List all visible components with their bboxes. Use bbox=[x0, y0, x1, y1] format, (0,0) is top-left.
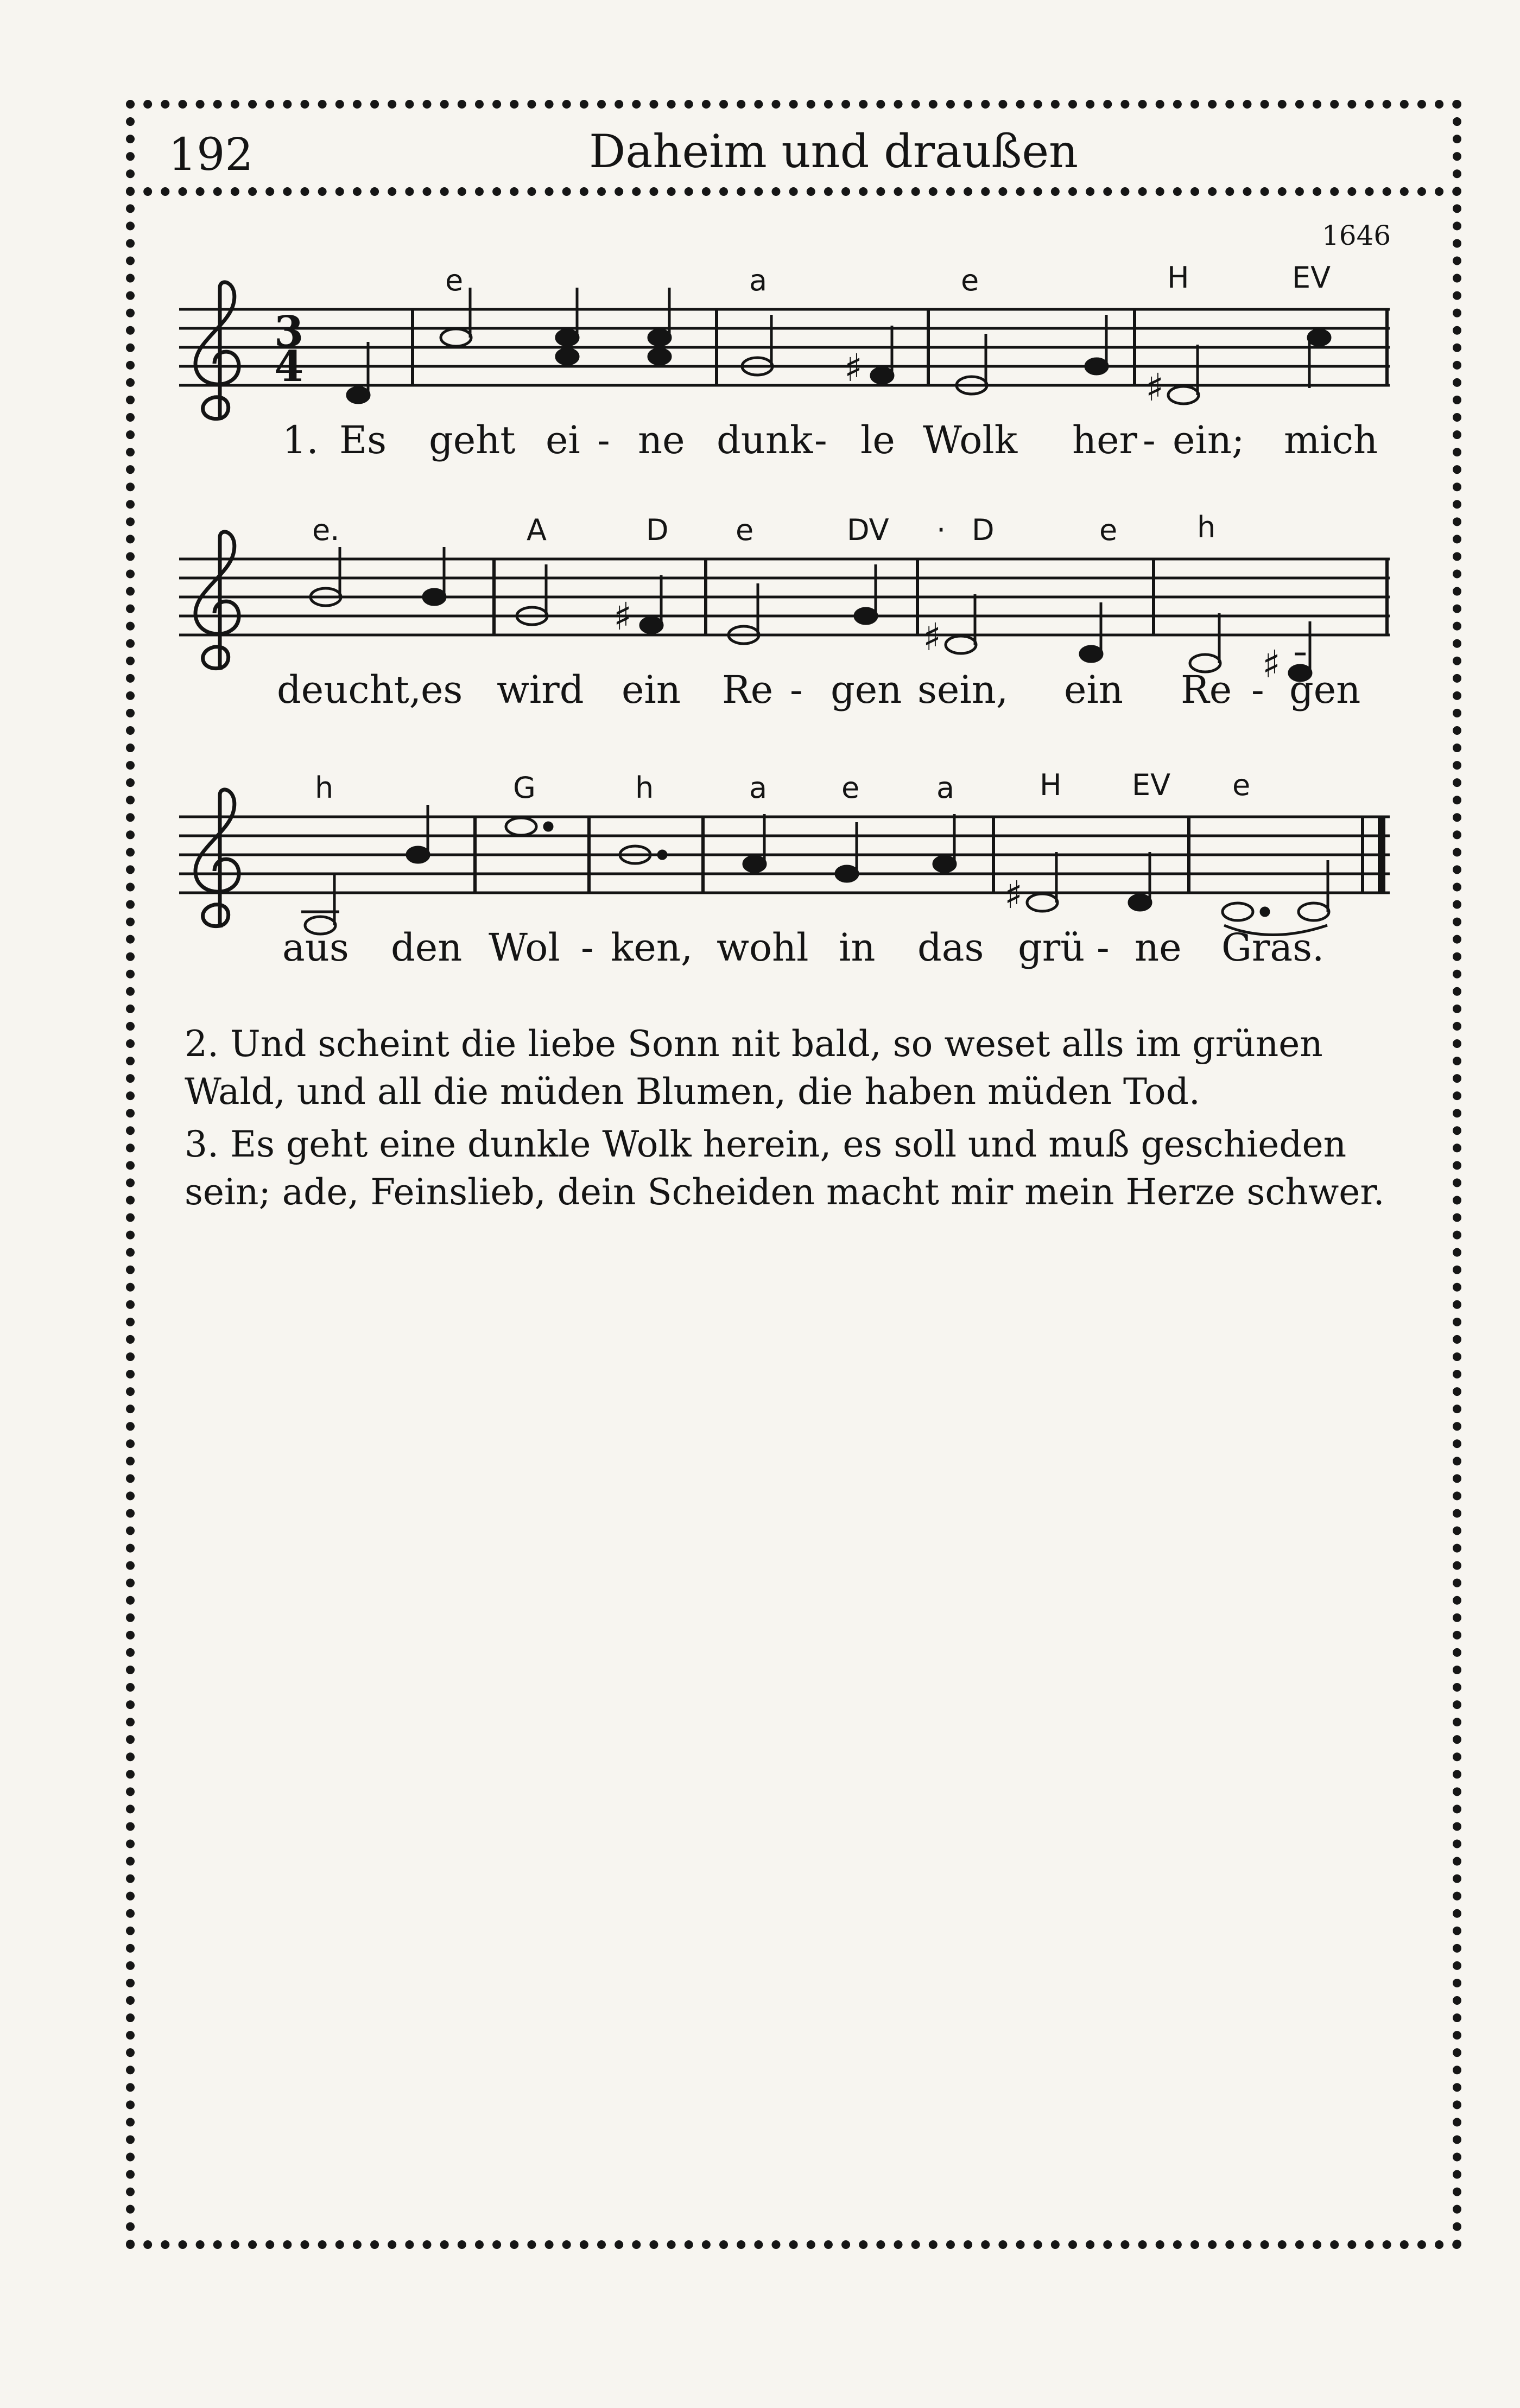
lyric-syllable: den bbox=[391, 925, 463, 970]
sharp-icon: ♯ bbox=[923, 615, 941, 659]
lyric-syllable: ein bbox=[1064, 668, 1123, 712]
chord-symbol: a bbox=[749, 263, 768, 297]
lyric-row-2 bbox=[277, 668, 1360, 712]
chord-symbol: D bbox=[972, 513, 995, 547]
lyric-syllable: grü bbox=[1018, 925, 1085, 970]
chord-symbol: e bbox=[1099, 513, 1118, 547]
lyric-syllable: ken, bbox=[611, 925, 693, 970]
sharp-icon: ♯ bbox=[844, 346, 863, 390]
lyric-syllable: deucht, bbox=[277, 668, 421, 712]
chord-symbol: a bbox=[749, 771, 768, 805]
lyric-syllable: - bbox=[814, 418, 827, 462]
treble-clef-icon bbox=[195, 532, 239, 669]
lyric-syllable: - bbox=[1143, 418, 1156, 462]
lyric-syllable: aus bbox=[282, 925, 349, 970]
song-number: 1646 bbox=[1322, 220, 1391, 251]
chord-row-2 bbox=[312, 510, 1215, 547]
treble-clef-icon bbox=[195, 790, 239, 926]
chord-symbol: H bbox=[1167, 261, 1189, 295]
lyric-syllable: ne bbox=[1135, 925, 1182, 970]
staff-system-2 bbox=[0, 505, 1520, 733]
time-signature-top: 3 bbox=[274, 307, 304, 357]
lyric-syllable: gen bbox=[1289, 668, 1361, 712]
sharp-icon: ♯ bbox=[1262, 642, 1281, 687]
chord-row-3 bbox=[315, 768, 1250, 805]
lyric-syllable: wird bbox=[497, 668, 584, 712]
chord-symbol: h bbox=[1197, 510, 1216, 544]
staff-system-3 bbox=[0, 763, 1520, 990]
lyric-syllable: es bbox=[421, 668, 463, 712]
lyric-syllable: - bbox=[581, 925, 594, 970]
chord-symbol: e bbox=[1232, 768, 1251, 802]
lyric-syllable: sein, bbox=[917, 668, 1009, 712]
chord-symbol: · bbox=[936, 513, 946, 547]
lyric-syllable: mich bbox=[1284, 418, 1378, 462]
chord-symbol: e bbox=[445, 263, 464, 297]
chord-symbol: e bbox=[736, 513, 754, 547]
chord-symbol: DV bbox=[847, 513, 889, 547]
header-rule bbox=[126, 187, 1461, 196]
lyric-syllable: 1. bbox=[282, 418, 319, 462]
lyric-syllable: Re bbox=[722, 668, 774, 712]
chord-symbol: EV bbox=[1132, 768, 1171, 802]
lyric-syllable: le bbox=[860, 418, 895, 462]
chord-symbol: H bbox=[1040, 768, 1062, 802]
time-signature-bottom: 4 bbox=[274, 342, 304, 391]
staff-lines bbox=[179, 559, 1390, 635]
lyric-syllable: ne bbox=[638, 418, 685, 462]
staff-system-1 bbox=[0, 255, 1520, 483]
lyric-syllable: Re bbox=[1181, 668, 1232, 712]
chord-symbol: A bbox=[527, 513, 547, 547]
sharp-icon: ♯ bbox=[613, 594, 632, 639]
sharp-icon: ♯ bbox=[1145, 365, 1164, 410]
lyric-syllable: - bbox=[790, 668, 803, 712]
lyric-syllable: dunk bbox=[717, 418, 813, 462]
chord-symbol: G bbox=[513, 771, 536, 805]
notes bbox=[301, 805, 1329, 935]
lyric-syllable: Wolk bbox=[923, 418, 1018, 462]
lyric-syllable: geht bbox=[429, 418, 516, 462]
treble-clef-icon bbox=[195, 282, 239, 419]
lyric-syllable: ein bbox=[622, 668, 681, 712]
chord-symbol: e bbox=[841, 771, 860, 805]
lyric-syllable: Es bbox=[339, 418, 387, 462]
lyric-syllable: in bbox=[839, 925, 876, 970]
verse-3: 3. Es geht eine dunkle Wolk herein, es soll und muß geschieden sein; ade, Feinslieb, dein Scheiden macht mir mein Herze schwer. bbox=[185, 1123, 1385, 1213]
chord-symbol: a bbox=[936, 771, 955, 805]
lyric-syllable: ei bbox=[546, 418, 580, 462]
lyric-row-3 bbox=[282, 925, 1324, 970]
lyric-syllable: das bbox=[917, 925, 984, 970]
chord-symbol: e bbox=[961, 263, 979, 297]
chord-symbol: e. bbox=[312, 513, 340, 547]
chord-symbol: h bbox=[635, 771, 654, 805]
page-number: 192 bbox=[168, 129, 254, 181]
running-head: Daheim und draußen bbox=[589, 125, 1079, 178]
staff-lines bbox=[179, 309, 1390, 385]
lyric-syllable: - bbox=[1251, 668, 1264, 712]
lyric-syllable: Gras. bbox=[1221, 925, 1325, 970]
lyric-syllable: ein; bbox=[1173, 418, 1245, 462]
lyric-row-1 bbox=[282, 418, 1378, 462]
sharp-icon: ♯ bbox=[1004, 873, 1023, 917]
chord-symbol: D bbox=[646, 513, 669, 547]
lyric-syllable: wohl bbox=[717, 925, 809, 970]
staff-lines bbox=[179, 817, 1390, 893]
lyric-syllable: Wol bbox=[489, 925, 560, 970]
chord-symbol: h bbox=[315, 771, 334, 805]
chord-symbol: EV bbox=[1292, 261, 1331, 295]
lyric-syllable: her bbox=[1072, 418, 1137, 462]
lyric-syllable: - bbox=[1097, 925, 1110, 970]
lyric-syllable: gen bbox=[831, 668, 902, 712]
verse-2: 2. Und scheint die liebe Sonn nit bald, so weset alls im grünen Wald, und all die müden Blumen, die haben müden Tod. bbox=[185, 1023, 1323, 1113]
lyric-syllable: - bbox=[597, 418, 610, 462]
